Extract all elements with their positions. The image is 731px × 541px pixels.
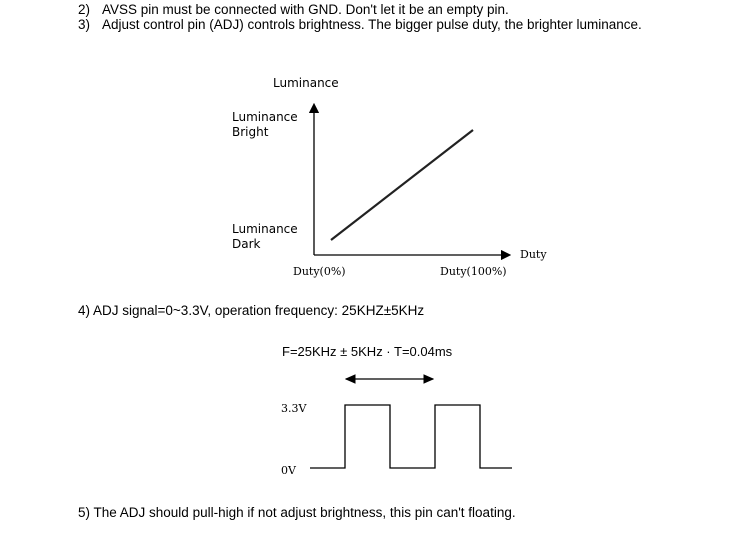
high-level-label: 3.3V xyxy=(281,402,307,415)
pwm-waveform xyxy=(310,405,512,468)
note-item-4: 4) ADJ signal=0~3.3V, operation frequency: 25KHZ±5KHz xyxy=(78,303,425,318)
note-item-3-number: 3) xyxy=(78,17,91,32)
y-tick-bright-line1: Luminance xyxy=(232,110,298,124)
y-tick-dark-line1: Luminance xyxy=(232,222,298,236)
note-item-5: 5) The ADJ should pull-high if not adjust brightness, this pin can't floating. xyxy=(78,505,516,520)
note-item-2-number: 2) xyxy=(78,2,91,17)
y-tick-dark-line2: Dark xyxy=(232,237,261,251)
note-item-3-text: Adjust control pin (ADJ) controls brightness. The bigger pulse duty, the brighter luminance. xyxy=(102,17,642,32)
y-axis-title: Luminance xyxy=(273,76,339,90)
y-tick-bright-line2: Bright xyxy=(232,125,269,139)
low-level-label: 0V xyxy=(281,464,296,477)
x-tick-duty-100: Duty(100%) xyxy=(440,265,507,278)
x-tick-duty-0: Duty(0%) xyxy=(293,265,346,278)
note-item-2-text: AVSS pin must be connected with GND. Don't let it be an empty pin. xyxy=(102,2,509,17)
pwm-caption: F=25KHz ± 5KHz · T=0.04ms xyxy=(282,344,453,359)
x-axis-title: Duty xyxy=(520,248,547,261)
